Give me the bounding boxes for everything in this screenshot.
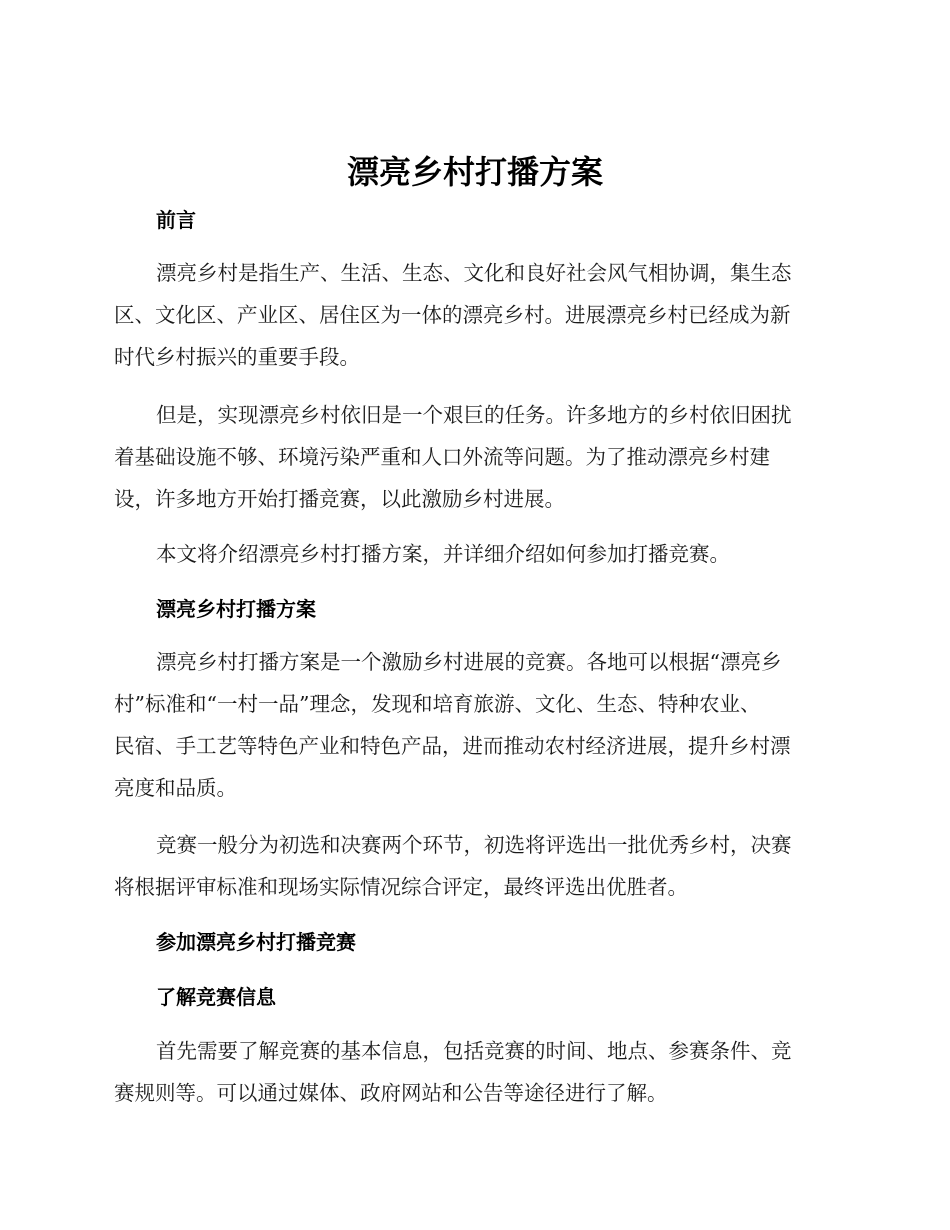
paragraph (114, 394, 830, 520)
paragraph-line: 区、文化区、产业区、居住区为一体的漂亮乡村。进展漂亮乡村已经成为新 (114, 303, 791, 327)
paragraph (114, 252, 830, 378)
paragraph-line: 村”标准和“一村一品”理念，发现和培育旅游、文化、生态、特种农业、 (114, 692, 761, 716)
section-heading-participate: 参加漂亮乡村打播竞赛 (156, 930, 356, 954)
paragraph-line: 首先需要了解竞赛的基本信息，包括竞赛的时间、地点、参赛条件、竞 (156, 1039, 792, 1063)
paragraph-line: 漂亮乡村是指生产、生活、生态、文化和良好社会风气相协调，集生态 (156, 261, 792, 285)
paragraph-line: 亮度和品质。 (114, 776, 237, 800)
paragraph-line: 漂亮乡村打播方案是一个激励乡村进展的竞赛。各地可以根据“漂亮乡 (156, 650, 782, 674)
paragraph (114, 533, 830, 575)
paragraph-line: 设，许多地方开始打播竞赛，以此激励乡村进展。 (114, 487, 565, 511)
paragraph (114, 824, 830, 908)
paragraph-line: 着基础设施不够、环境污染严重和人口外流等问题。为了推动漂亮乡村建 (114, 445, 770, 469)
section-heading-plan: 漂亮乡村打播方案 (156, 597, 316, 621)
paragraph-line: 本文将介绍漂亮乡村打播方案，并详细介绍如何参加打播竞赛。 (156, 542, 730, 566)
section-heading-info: 了解竞赛信息 (156, 985, 276, 1009)
paragraph-line: 将根据评审标准和现场实际情况综合评定，最终评选出优胜者。 (114, 875, 688, 899)
paragraph-line: 但是，实现漂亮乡村依旧是一个艰巨的任务。许多地方的乡村依旧困扰 (156, 403, 792, 427)
document-title: 漂亮乡村打播方案 (346, 153, 603, 191)
paragraph-line: 时代乡村振兴的重要手段。 (114, 345, 360, 369)
paragraph-line: 民宿、手工艺等特色产业和特色产品，进而推动农村经济进展，提升乡村漂 (114, 734, 791, 758)
section-heading-preface: 前言 (156, 208, 196, 232)
paragraph-line: 赛规则等。可以通过媒体、政府网站和公告等途径进行了解。 (114, 1081, 668, 1105)
paragraph-line: 竞赛一般分为初选和决赛两个环节，初选将评选出一批优秀乡村，决赛 (156, 833, 792, 857)
paragraph (114, 1030, 830, 1114)
paragraph (114, 641, 830, 809)
